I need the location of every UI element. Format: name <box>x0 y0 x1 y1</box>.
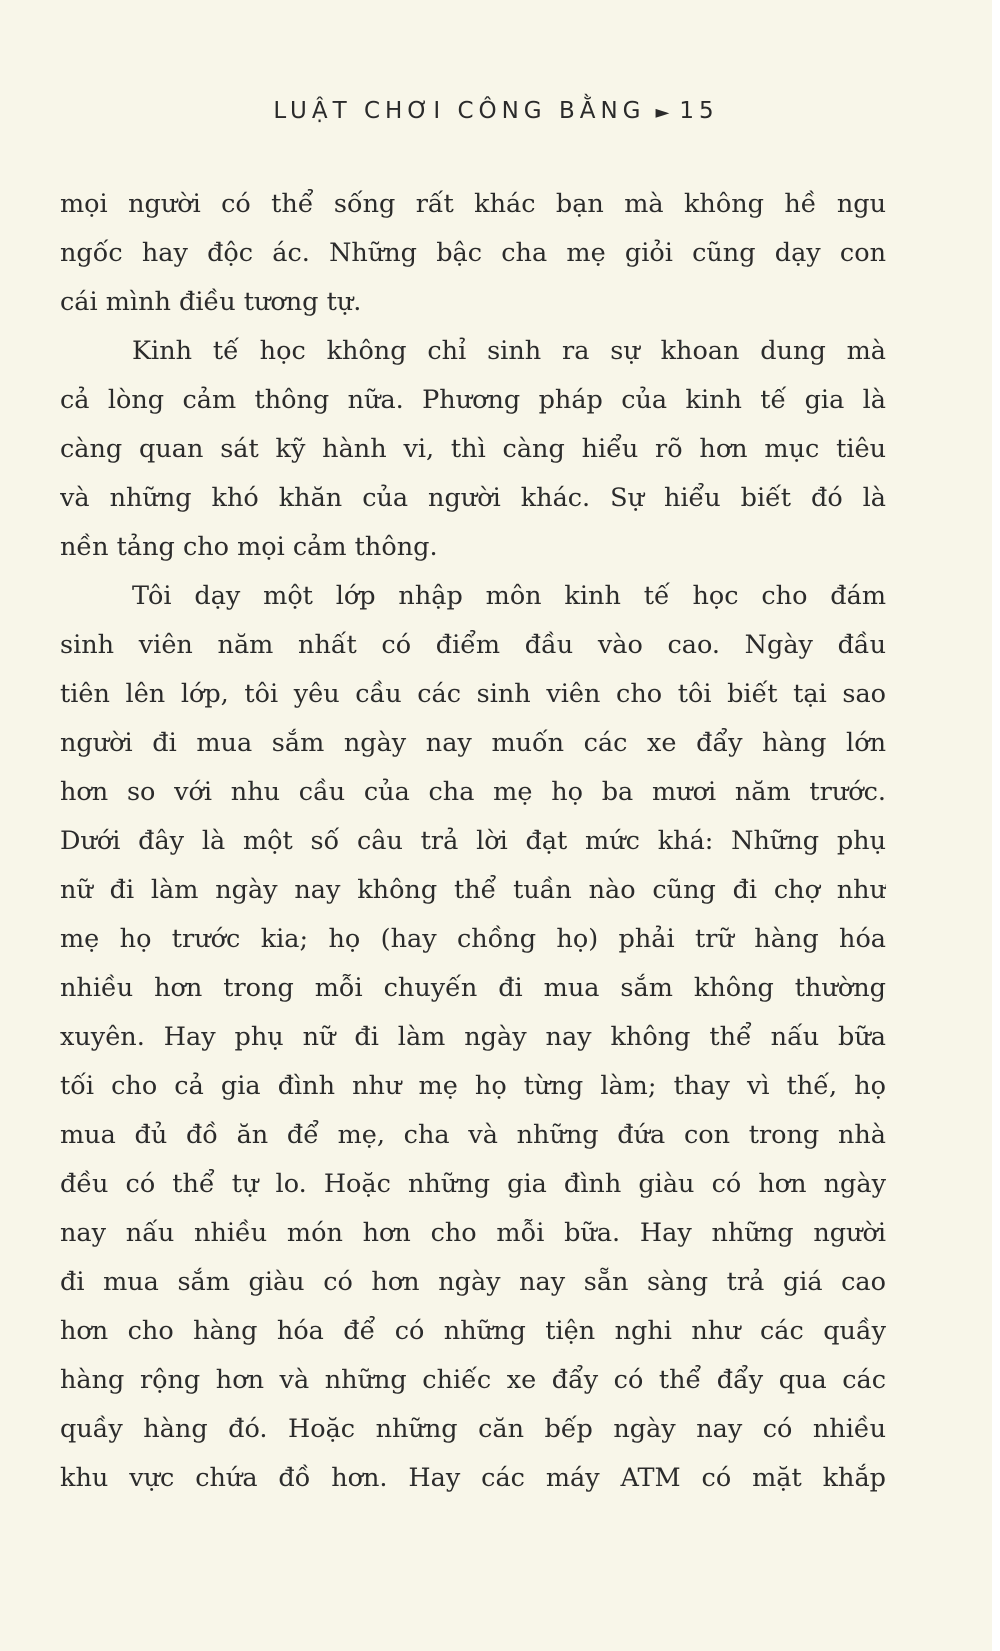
text-line: nền tảng cho mọi cảm thông. <box>60 532 438 562</box>
text-line: cả lòng cảm thông nữa. Phương pháp của kinh tế gia là <box>60 385 886 415</box>
text-line: hàng rộng hơn và những chiếc xe đẩy có thể đẩy qua các <box>60 1365 886 1395</box>
text-line: mẹ họ trước kia; họ (hay chồng họ) phải trữ hàng hóa <box>60 924 886 954</box>
text-line: nay nấu nhiều món hơn cho mỗi bữa. Hay những người <box>60 1218 886 1248</box>
text-line: quầy hàng đó. Hoặc những căn bếp ngày nay có nhiều <box>60 1414 886 1444</box>
text-line: và những khó khăn của người khác. Sự hiểu biết đó là <box>60 483 886 513</box>
text-line: người đi mua sắm ngày nay muốn các xe đẩy hàng lớn <box>60 728 886 758</box>
text-line: cái mình điều tương tự. <box>60 287 362 317</box>
text-line: Kinh tế học không chỉ sinh ra sự khoan dung mà <box>132 336 886 366</box>
text-line: càng quan sát kỹ hành vi, thì càng hiểu rõ hơn mục tiêu <box>60 434 886 464</box>
text-line: sinh viên năm nhất có điểm đầu vào cao. Ngày đầu <box>60 630 886 660</box>
text-line: Dưới đây là một số câu trả lời đạt mức khá: Những phụ <box>60 826 886 856</box>
text-line: mọi người có thể sống rất khác bạn mà không hề ngu <box>60 189 886 219</box>
text-line: ngốc hay độc ác. Những bậc cha mẹ giỏi cũng dạy con <box>60 238 886 268</box>
text-line: khu vực chứa đồ hơn. Hay các máy ATM có mặt khắp <box>60 1463 886 1493</box>
arrow-icon: ► <box>655 102 670 123</box>
text-line: hơn cho hàng hóa để có những tiện nghi như các quầy <box>60 1316 886 1346</box>
text-line: tiên lên lớp, tôi yêu cầu các sinh viên cho tôi biết tại sao <box>60 679 886 709</box>
text-line: xuyên. Hay phụ nữ đi làm ngày nay không thể nấu bữa <box>60 1022 886 1052</box>
text-line: nhiều hơn trong mỗi chuyến đi mua sắm không thường <box>60 973 886 1003</box>
chapter-title: LUẬT CHƠI CÔNG BẰNG <box>273 98 646 124</box>
text-line: mua đủ đồ ăn để mẹ, cha và những đứa con trong nhà <box>60 1120 886 1150</box>
text-line: tối cho cả gia đình như mẹ họ từng làm; thay vì thế, họ <box>60 1071 886 1101</box>
running-header <box>0 98 992 124</box>
text-line: hơn so với nhu cầu của cha mẹ họ ba mươi năm trước. <box>60 777 886 807</box>
text-line: đều có thể tự lo. Hoặc những gia đình giàu có hơn ngày <box>60 1169 886 1199</box>
body-text <box>60 180 886 1503</box>
page-number: 15 <box>679 98 719 124</box>
text-line: nữ đi làm ngày nay không thể tuần nào cũng đi chợ như <box>60 875 886 905</box>
text-line: Tôi dạy một lớp nhập môn kinh tế học cho đám <box>132 581 886 611</box>
text-line: đi mua sắm giàu có hơn ngày nay sẵn sàng trả giá cao <box>60 1267 886 1297</box>
